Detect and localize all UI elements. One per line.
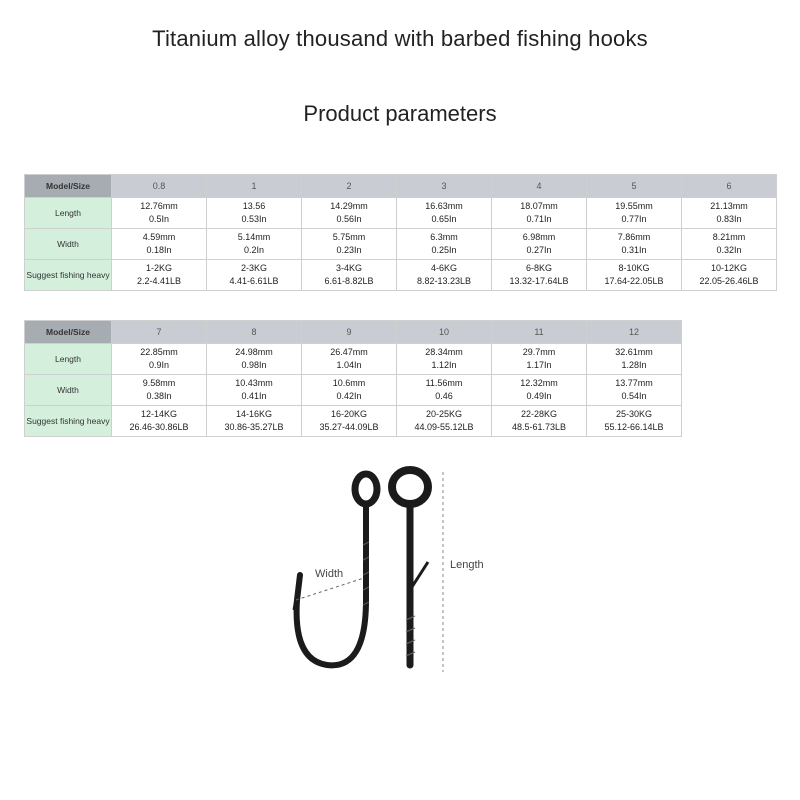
size-header-cell: 8 bbox=[207, 321, 302, 344]
cell-secondary-value: 1.04In bbox=[336, 360, 362, 370]
table-cell bbox=[207, 344, 302, 375]
cell-secondary-value: 0.53In bbox=[241, 214, 267, 224]
cell-primary-value: 12-14KG bbox=[140, 409, 178, 419]
table-row-width bbox=[25, 375, 682, 406]
cell-secondary-value: 0.18In bbox=[146, 245, 172, 255]
cell-primary-value: 1-2KG bbox=[145, 263, 172, 273]
table-cell bbox=[302, 344, 397, 375]
cell-secondary-value: 0.42In bbox=[336, 391, 362, 401]
table-cell bbox=[682, 229, 777, 260]
table-cell bbox=[112, 260, 207, 291]
table-cell bbox=[207, 406, 302, 437]
cell-primary-value: 22-28KG bbox=[520, 409, 558, 419]
table-cell bbox=[587, 229, 682, 260]
hook-right-illustration bbox=[392, 470, 428, 665]
table-cell bbox=[492, 229, 587, 260]
cell-primary-value: 13.56 bbox=[242, 201, 266, 211]
cell-secondary-value: 0.41In bbox=[241, 391, 267, 401]
table-cell bbox=[207, 229, 302, 260]
cell-secondary-value: 2.2-4.41LB bbox=[136, 276, 182, 286]
cell-secondary-value: 0.65In bbox=[431, 214, 457, 224]
table-cell bbox=[682, 198, 777, 229]
cell-primary-value: 19.55mm bbox=[615, 201, 653, 211]
cell-secondary-value: 1.28In bbox=[621, 360, 647, 370]
table-cell bbox=[302, 229, 397, 260]
row-label-model: Model/Size bbox=[25, 175, 112, 198]
cell-primary-value: 4-6KG bbox=[430, 263, 457, 273]
cell-secondary-value: 0.71In bbox=[526, 214, 552, 224]
cell-primary-value: 10.6mm bbox=[332, 378, 366, 388]
cell-secondary-value: 0.31In bbox=[621, 245, 647, 255]
table-cell bbox=[207, 260, 302, 291]
cell-primary-value: 21.13mm bbox=[710, 201, 748, 211]
cell-primary-value: 22.85mm bbox=[140, 347, 178, 357]
size-header-cell: 9 bbox=[302, 321, 397, 344]
table-cell bbox=[492, 344, 587, 375]
cell-secondary-value: 1.17In bbox=[526, 360, 552, 370]
size-header-cell: 3 bbox=[397, 175, 492, 198]
cell-primary-value: 16.63mm bbox=[425, 201, 463, 211]
row-label-heavy: Suggest fishing heavy bbox=[25, 406, 112, 437]
cell-primary-value: 5.14mm bbox=[237, 232, 271, 242]
table-row-length bbox=[25, 198, 777, 229]
cell-primary-value: 32.61mm bbox=[615, 347, 653, 357]
cell-secondary-value: 0.98In bbox=[241, 360, 267, 370]
table-cell bbox=[587, 344, 682, 375]
cell-primary-value: 5.75mm bbox=[332, 232, 366, 242]
table-row-heavy bbox=[25, 406, 682, 437]
width-dimension-line bbox=[296, 578, 364, 600]
table-cell bbox=[397, 406, 492, 437]
table-cell bbox=[682, 260, 777, 291]
cell-secondary-value: 0.2In bbox=[243, 245, 265, 255]
cell-primary-value: 16-20KG bbox=[330, 409, 368, 419]
width-label: Width bbox=[315, 568, 344, 580]
cell-primary-value: 28.34mm bbox=[425, 347, 463, 357]
table-cell bbox=[587, 260, 682, 291]
cell-secondary-value: 0.54In bbox=[621, 391, 647, 401]
cell-primary-value: 2-3KG bbox=[240, 263, 267, 273]
page-title: Titanium alloy thousand with barbed fishing hooks bbox=[152, 26, 648, 51]
row-label-width: Width bbox=[25, 229, 112, 260]
table-cell bbox=[492, 260, 587, 291]
cell-secondary-value: 22.05-26.46LB bbox=[699, 276, 759, 286]
table-cell bbox=[112, 406, 207, 437]
cell-primary-value: 7.86mm bbox=[617, 232, 651, 242]
table-cell bbox=[492, 375, 587, 406]
cell-secondary-value: 0.5In bbox=[148, 214, 170, 224]
table-row-width bbox=[25, 229, 777, 260]
table-cell bbox=[397, 375, 492, 406]
cell-primary-value: 12.32mm bbox=[520, 378, 558, 388]
cell-primary-value: 12.76mm bbox=[140, 201, 178, 211]
table-cell bbox=[492, 406, 587, 437]
size-header-cell: 1 bbox=[207, 175, 302, 198]
size-header-cell: 11 bbox=[492, 321, 587, 344]
cell-secondary-value: 0.27In bbox=[526, 245, 552, 255]
row-label-model: Model/Size bbox=[25, 321, 112, 344]
cell-secondary-value: 1.12In bbox=[431, 360, 457, 370]
parameters-table-2 bbox=[24, 320, 682, 437]
cell-secondary-value: 17.64-22.05LB bbox=[604, 276, 664, 286]
table-cell bbox=[397, 344, 492, 375]
table-cell bbox=[207, 375, 302, 406]
size-header-cell: 0.8 bbox=[112, 175, 207, 198]
hook-diagram bbox=[0, 450, 800, 680]
table-cell bbox=[587, 198, 682, 229]
section-subtitle: Product parameters bbox=[303, 101, 497, 126]
cell-primary-value: 20-25KG bbox=[425, 409, 463, 419]
cell-secondary-value: 0.83In bbox=[716, 214, 742, 224]
cell-secondary-value: 0.32In bbox=[716, 245, 742, 255]
table-row-length bbox=[25, 344, 682, 375]
cell-secondary-value: 30.86-35.27LB bbox=[224, 422, 284, 432]
cell-secondary-value: 4.41-6.61LB bbox=[229, 276, 279, 286]
table-cell bbox=[302, 375, 397, 406]
cell-secondary-value: 44.09-55.12LB bbox=[414, 422, 474, 432]
cell-secondary-value: 0.46 bbox=[435, 391, 453, 401]
table-cell bbox=[302, 406, 397, 437]
size-header-cell: 5 bbox=[587, 175, 682, 198]
cell-secondary-value: 35.27-44.09LB bbox=[319, 422, 379, 432]
cell-secondary-value: 0.25In bbox=[431, 245, 457, 255]
cell-primary-value: 18.07mm bbox=[520, 201, 558, 211]
length-label: Length bbox=[450, 559, 484, 571]
cell-primary-value: 24.98mm bbox=[235, 347, 273, 357]
cell-primary-value: 6.3mm bbox=[430, 232, 458, 242]
size-header-cell: 2 bbox=[302, 175, 397, 198]
cell-primary-value: 25-30KG bbox=[615, 409, 653, 419]
cell-primary-value: 9.58mm bbox=[142, 378, 176, 388]
table-cell bbox=[207, 198, 302, 229]
cell-secondary-value: 0.56In bbox=[336, 214, 362, 224]
cell-secondary-value: 0.38In bbox=[146, 391, 172, 401]
cell-primary-value: 14.29mm bbox=[330, 201, 368, 211]
cell-primary-value: 29.7mm bbox=[522, 347, 556, 357]
table-cell bbox=[112, 229, 207, 260]
table-cell bbox=[302, 198, 397, 229]
cell-secondary-value: 48.5-61.73LB bbox=[511, 422, 567, 432]
row-label-heavy: Suggest fishing heavy bbox=[25, 260, 112, 291]
table-cell bbox=[397, 198, 492, 229]
parameters-table-1 bbox=[24, 174, 777, 291]
table-header-row bbox=[25, 175, 777, 198]
cell-primary-value: 13.77mm bbox=[615, 378, 653, 388]
cell-primary-value: 14-16KG bbox=[235, 409, 273, 419]
table-cell bbox=[397, 260, 492, 291]
cell-primary-value: 6-8KG bbox=[525, 263, 552, 273]
cell-secondary-value: 0.23In bbox=[336, 245, 362, 255]
cell-secondary-value: 0.9In bbox=[148, 360, 170, 370]
cell-primary-value: 8-10KG bbox=[618, 263, 650, 273]
cell-secondary-value: 8.82-13.23LB bbox=[416, 276, 472, 286]
row-label-length: Length bbox=[25, 344, 112, 375]
cell-primary-value: 10.43mm bbox=[235, 378, 273, 388]
table-cell bbox=[587, 406, 682, 437]
cell-secondary-value: 13.32-17.64LB bbox=[509, 276, 569, 286]
table-header-row bbox=[25, 321, 682, 344]
cell-primary-value: 10-12KG bbox=[710, 263, 748, 273]
cell-primary-value: 8.21mm bbox=[712, 232, 746, 242]
size-header-cell: 10 bbox=[397, 321, 492, 344]
cell-primary-value: 26.47mm bbox=[330, 347, 368, 357]
cell-secondary-value: 0.77In bbox=[621, 214, 647, 224]
size-header-cell: 6 bbox=[682, 175, 777, 198]
size-header-cell: 7 bbox=[112, 321, 207, 344]
table-cell bbox=[492, 198, 587, 229]
table-cell bbox=[112, 198, 207, 229]
table-cell bbox=[112, 344, 207, 375]
table-cell bbox=[112, 375, 207, 406]
cell-secondary-value: 0.49In bbox=[526, 391, 552, 401]
table-cell bbox=[587, 375, 682, 406]
table-cell bbox=[397, 229, 492, 260]
cell-secondary-value: 6.61-8.82LB bbox=[324, 276, 374, 286]
row-label-width: Width bbox=[25, 375, 112, 406]
table-cell bbox=[302, 260, 397, 291]
cell-primary-value: 4.59mm bbox=[142, 232, 176, 242]
row-label-length: Length bbox=[25, 198, 112, 229]
table-row-heavy bbox=[25, 260, 777, 291]
cell-secondary-value: 55.12-66.14LB bbox=[604, 422, 664, 432]
cell-primary-value: 3-4KG bbox=[335, 263, 362, 273]
size-header-cell: 12 bbox=[587, 321, 682, 344]
cell-primary-value: 6.98mm bbox=[522, 232, 556, 242]
size-header-cell: 4 bbox=[492, 175, 587, 198]
cell-primary-value: 11.56mm bbox=[425, 378, 463, 388]
cell-secondary-value: 26.46-30.86LB bbox=[129, 422, 189, 432]
